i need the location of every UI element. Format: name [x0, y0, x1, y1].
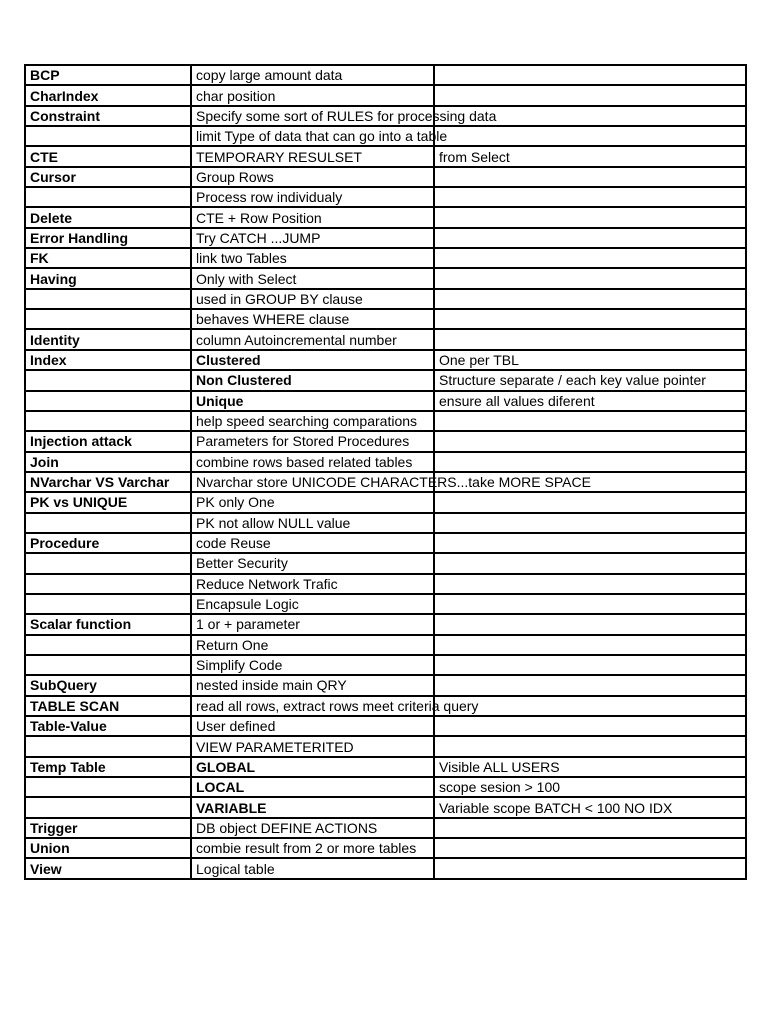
- note-cell: [434, 268, 746, 288]
- cheat-sheet-table: [24, 64, 747, 880]
- term-cell: Index: [25, 350, 191, 370]
- term-cell: Delete: [25, 207, 191, 227]
- term-cell: [25, 289, 191, 309]
- note-cell: [434, 207, 746, 227]
- description-cell: VIEW PARAMETERITED: [191, 736, 434, 756]
- description-cell: nested inside main QRY: [191, 675, 434, 695]
- table-row: [25, 126, 746, 146]
- table-row: [25, 492, 746, 512]
- term-cell: [25, 370, 191, 390]
- description-cell: Only with Select: [191, 268, 434, 288]
- table-row: [25, 858, 746, 878]
- table-row: [25, 797, 746, 817]
- term-cell: Union: [25, 838, 191, 858]
- note-cell: [434, 553, 746, 573]
- term-cell: [25, 574, 191, 594]
- description-cell: Process row individualy: [191, 187, 434, 207]
- table-row: [25, 594, 746, 614]
- table-row: [25, 187, 746, 207]
- note-cell: [434, 533, 746, 553]
- term-cell: [25, 126, 191, 146]
- term-cell: [25, 655, 191, 675]
- table-row: [25, 370, 746, 390]
- table-row: [25, 228, 746, 248]
- term-cell: [25, 736, 191, 756]
- note-cell: [434, 655, 746, 675]
- table-row: [25, 85, 746, 105]
- term-cell: [25, 391, 191, 411]
- table-row: [25, 553, 746, 573]
- description-cell: User defined: [191, 716, 434, 736]
- description-cell: Specify some sort of RULES for processing data: [191, 106, 434, 126]
- description-cell: Nvarchar store UNICODE CHARACTERS...take MORE SPACE: [191, 472, 434, 492]
- note-cell: [434, 675, 746, 695]
- term-cell: Constraint: [25, 106, 191, 126]
- table-row: [25, 838, 746, 858]
- table-row: [25, 675, 746, 695]
- note-cell: One per TBL: [434, 350, 746, 370]
- description-cell: code Reuse: [191, 533, 434, 553]
- table-row: [25, 391, 746, 411]
- term-cell: [25, 553, 191, 573]
- note-cell: [434, 248, 746, 268]
- table-row: [25, 655, 746, 675]
- term-cell: [25, 411, 191, 431]
- description-cell: Better Security: [191, 553, 434, 573]
- term-cell: View: [25, 858, 191, 878]
- note-cell: ensure all values diferent: [434, 391, 746, 411]
- term-cell: NVarchar VS Varchar: [25, 472, 191, 492]
- term-cell: [25, 309, 191, 329]
- note-cell: [434, 696, 746, 716]
- table-row: [25, 248, 746, 268]
- term-cell: Procedure: [25, 533, 191, 553]
- description-cell: combie result from 2 or more tables: [191, 838, 434, 858]
- table-row: [25, 818, 746, 838]
- description-cell: char position: [191, 85, 434, 105]
- table-row: [25, 614, 746, 634]
- description-cell: TEMPORARY RESULSET: [191, 146, 434, 166]
- note-cell: Variable scope BATCH < 100 NO IDX: [434, 797, 746, 817]
- table-row: [25, 207, 746, 227]
- note-cell: [434, 309, 746, 329]
- note-cell: [434, 329, 746, 349]
- note-cell: [434, 228, 746, 248]
- description-cell: used in GROUP BY clause: [191, 289, 434, 309]
- description-cell: Reduce Network Trafic: [191, 574, 434, 594]
- description-cell: PK not allow NULL value: [191, 513, 434, 533]
- table-row: [25, 472, 746, 492]
- note-cell: [434, 594, 746, 614]
- term-cell: Cursor: [25, 167, 191, 187]
- note-cell: [434, 716, 746, 736]
- term-cell: Temp Table: [25, 757, 191, 777]
- description-cell: Parameters for Stored Procedures: [191, 431, 434, 451]
- table-row: [25, 574, 746, 594]
- description-cell: help speed searching comparations: [191, 411, 434, 431]
- description-cell: behaves WHERE clause: [191, 309, 434, 329]
- term-cell: Identity: [25, 329, 191, 349]
- term-cell: Join: [25, 452, 191, 472]
- note-cell: from Select: [434, 146, 746, 166]
- description-cell: VARIABLE: [191, 797, 434, 817]
- table-row: [25, 411, 746, 431]
- description-cell: column Autoincremental number: [191, 329, 434, 349]
- note-cell: [434, 411, 746, 431]
- sheet-body: [25, 65, 746, 879]
- note-cell: [434, 492, 746, 512]
- description-cell: 1 or + parameter: [191, 614, 434, 634]
- description-cell: copy large amount data: [191, 65, 434, 85]
- description-cell: Unique: [191, 391, 434, 411]
- description-cell: Logical table: [191, 858, 434, 878]
- table-row: [25, 289, 746, 309]
- term-cell: [25, 635, 191, 655]
- note-cell: [434, 452, 746, 472]
- description-cell: Try CATCH ...JUMP: [191, 228, 434, 248]
- term-cell: Table-Value: [25, 716, 191, 736]
- table-row: [25, 431, 746, 451]
- term-cell: Injection attack: [25, 431, 191, 451]
- description-cell: Return One: [191, 635, 434, 655]
- description-cell: link two Tables: [191, 248, 434, 268]
- note-cell: [434, 65, 746, 85]
- note-cell: [434, 736, 746, 756]
- table-row: [25, 167, 746, 187]
- description-cell: GLOBAL: [191, 757, 434, 777]
- note-cell: [434, 614, 746, 634]
- note-cell: [434, 289, 746, 309]
- term-cell: [25, 797, 191, 817]
- term-cell: PK vs UNIQUE: [25, 492, 191, 512]
- term-cell: CharIndex: [25, 85, 191, 105]
- table-row: [25, 350, 746, 370]
- note-cell: [434, 574, 746, 594]
- table-row: [25, 268, 746, 288]
- note-cell: [434, 838, 746, 858]
- table-row: [25, 696, 746, 716]
- table-row: [25, 777, 746, 797]
- table-row: [25, 65, 746, 85]
- term-cell: [25, 513, 191, 533]
- term-cell: Error Handling: [25, 228, 191, 248]
- table-row: [25, 309, 746, 329]
- note-cell: [434, 635, 746, 655]
- description-cell: DB object DEFINE ACTIONS: [191, 818, 434, 838]
- table-row: [25, 533, 746, 553]
- note-cell: [434, 85, 746, 105]
- term-cell: SubQuery: [25, 675, 191, 695]
- table-row: [25, 757, 746, 777]
- table-row: [25, 106, 746, 126]
- table-row: [25, 635, 746, 655]
- description-cell: read all rows, extract rows meet criteria query: [191, 696, 434, 716]
- description-cell: CTE + Row Position: [191, 207, 434, 227]
- table-row: [25, 452, 746, 472]
- table-row: [25, 716, 746, 736]
- note-cell: [434, 126, 746, 146]
- note-cell: [434, 167, 746, 187]
- term-cell: CTE: [25, 146, 191, 166]
- table-row: [25, 513, 746, 533]
- description-cell: LOCAL: [191, 777, 434, 797]
- note-cell: [434, 187, 746, 207]
- term-cell: [25, 594, 191, 614]
- term-cell: Scalar function: [25, 614, 191, 634]
- note-cell: [434, 431, 746, 451]
- note-cell: Structure separate / each key value pointer: [434, 370, 746, 390]
- description-cell: PK only One: [191, 492, 434, 512]
- table-row: [25, 146, 746, 166]
- note-cell: [434, 818, 746, 838]
- description-cell: combine rows based related tables: [191, 452, 434, 472]
- description-cell: Non Clustered: [191, 370, 434, 390]
- table-row: [25, 329, 746, 349]
- description-cell: Encapsule Logic: [191, 594, 434, 614]
- description-cell: limit Type of data that can go into a table: [191, 126, 434, 146]
- term-cell: [25, 187, 191, 207]
- term-cell: Having: [25, 268, 191, 288]
- note-cell: [434, 513, 746, 533]
- note-cell: scope sesion > 100: [434, 777, 746, 797]
- description-cell: Group Rows: [191, 167, 434, 187]
- note-cell: Visible ALL USERS: [434, 757, 746, 777]
- term-cell: Trigger: [25, 818, 191, 838]
- table-row: [25, 736, 746, 756]
- term-cell: [25, 777, 191, 797]
- description-cell: Clustered: [191, 350, 434, 370]
- description-cell: Simplify Code: [191, 655, 434, 675]
- note-cell: [434, 858, 746, 878]
- term-cell: BCP: [25, 65, 191, 85]
- term-cell: TABLE SCAN: [25, 696, 191, 716]
- term-cell: FK: [25, 248, 191, 268]
